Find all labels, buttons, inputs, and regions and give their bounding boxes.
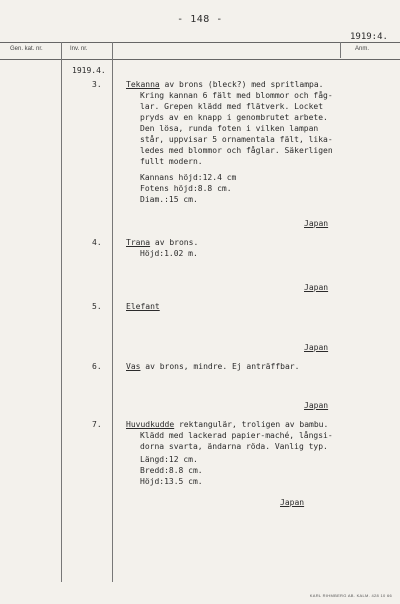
entry-origin: Japan [304, 283, 329, 292]
entry-number: 7. [92, 420, 102, 429]
header-anm: Anm. [355, 46, 370, 52]
header-inv-nr: Inv. nr. [70, 46, 88, 52]
entry-number: 5. [92, 302, 102, 311]
entry-description-line: ledes med blommor och fåglar. Säkerligen [140, 146, 333, 155]
column-divider-1 [61, 42, 62, 582]
entry-number: 6. [92, 362, 102, 371]
entry-description-line: lar. Grepen klädd med flätverk. Locket [140, 102, 324, 111]
column-divider-3 [340, 42, 341, 58]
entry-title: Elefant [126, 302, 160, 311]
page-number: - 148 - [177, 14, 223, 25]
entry-measure: Fotens höjd:8.8 cm. [140, 184, 232, 193]
printer-footer: KARL RIHMBERG AB. KALM. 428 10 66 [309, 593, 392, 598]
entry-description-line: Klädd med lackerad papier-maché, långsi- [140, 431, 333, 440]
entry-description-line: fullt modern. [140, 157, 203, 166]
entry-measure: Höjd:1.02 m. [140, 249, 198, 258]
entry-measure: Längd:12 cm. [140, 455, 198, 464]
entry-description-line: Kring kannan 6 fält med blommor och fåg- [140, 91, 333, 100]
entry-measure: Diam.:15 cm. [140, 195, 198, 204]
entry-description-line: Den lösa, runda foten i vilken lampan [140, 124, 319, 133]
entry-measure: Kannans höjd:12.4 cm [140, 173, 237, 182]
entry-description-line: Huvudkudde rektangulär, troligen av bambu. [126, 420, 329, 429]
entry-description-line: pryds av en knapp i genombrutet arbete. [140, 113, 328, 122]
entry-number: 4. [92, 238, 102, 247]
entry-measure: Bredd:8.8 cm. [140, 466, 203, 475]
entry-description-line: Trana av brons. [126, 238, 199, 247]
entry-origin: Japan [304, 401, 329, 410]
entry-number: 3. [92, 80, 102, 89]
entry-title: Tekanna [126, 80, 160, 89]
year-heading: 1919:4. [350, 32, 388, 42]
year-entry: 1919.4. [72, 66, 106, 75]
entry-description-line: Tekanna av brons (bleck?) med spritlampa. [126, 80, 324, 89]
entry-origin: Japan [304, 219, 329, 228]
entry-origin: Japan [280, 498, 305, 507]
header-gen-kat-nr: Gen. kat. nr. [10, 46, 43, 52]
entry-description-line: Vas av brons, mindre. Ej anträffbar. [126, 362, 300, 371]
entry-origin: Japan [304, 343, 329, 352]
column-divider-2 [112, 42, 113, 582]
entry-title: Vas [126, 362, 141, 371]
entry-description-line: dorna svarta, ändarna röda. Vanlig typ. [140, 442, 328, 451]
entry-measure: Höjd:13.5 cm. [140, 477, 203, 486]
entry-title: Trana [126, 238, 151, 247]
entry-description-line: står, uppvisar 5 ornamentala fält, lika- [140, 135, 333, 144]
entry-title: Huvudkudde [126, 420, 175, 429]
